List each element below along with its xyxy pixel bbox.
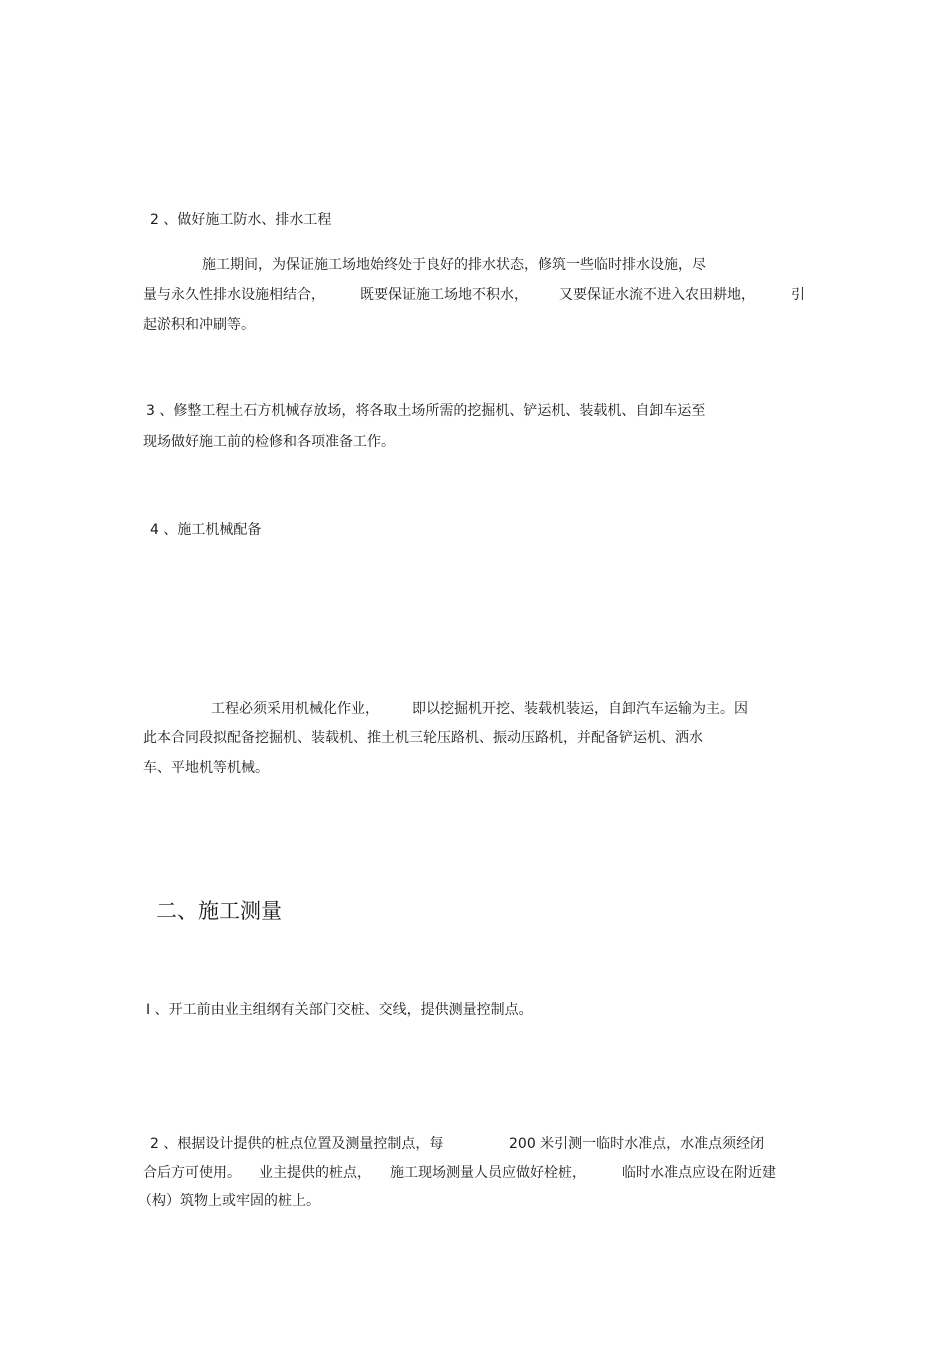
survey-item2-line2d: 临时水准点应设在附近建 [622, 1165, 776, 1181]
item4-para-line2: 此本合同段拟配备挖掘机、装载机、推土机三轮压路机、振动压路机，并配备铲运机、洒水 [143, 730, 703, 746]
item4-heading: 4 、施工机械配备 [150, 522, 262, 538]
item2-para-line2a: 量与永久性排水设施相结合， [143, 287, 325, 303]
item2-para-line1: 施工期间，为保证施工场地始终处于良好的排水状态，修筑一些临时排水设施，尽 [202, 257, 706, 273]
survey-item2-line3: （构）筑物上或牢固的桩上。 [138, 1193, 320, 1209]
survey-item2-line1b: 200 米引测一临时水准点，水准点须经闭 [509, 1136, 765, 1152]
item4-para-line3: 车、平地机等机械。 [143, 760, 269, 776]
item2-para-line2c: 又要保证水流不进入农田耕地， [559, 287, 755, 303]
item4-para-line1b: 即以挖掘机开挖、装载机装运，自卸汽车运输为主。因 [412, 701, 748, 717]
item2-para-line2d: 引 [791, 287, 805, 303]
item2-heading: 2 、做好施工防水、排水工程 [150, 212, 332, 228]
survey-item2-line2b: 业主提供的桩点， [259, 1165, 371, 1181]
survey-item2-line1a: 2 、根据设计提供的桩点位置及测量控制点，每 [150, 1136, 444, 1152]
item4-para-line1a: 工程必须采用机械化作业， [211, 701, 379, 717]
survey-item2-line2a: 合后方可使用。 [143, 1165, 241, 1181]
chapter-heading: 二、施工测量 [156, 899, 282, 923]
item3-line2: 现场做好施工前的检修和各项准备工作。 [143, 434, 395, 450]
item2-para-line2b: 既要保证施工场地不积水， [360, 287, 528, 303]
survey-item2-line2c: 施工现场测量人员应做好栓桩， [390, 1165, 586, 1181]
item3-line1: 3 、修整工程土石方机械存放场，将各取土场所需的挖掘机、铲运机、装载机、自卸车运至 [146, 403, 706, 419]
survey-item1-line1: Ⅰ 、开工前由业主组纲有关部门交桩、交线，提供测量控制点。 [146, 1002, 533, 1018]
item2-para-line3: 起淤积和冲刷等。 [143, 317, 255, 333]
